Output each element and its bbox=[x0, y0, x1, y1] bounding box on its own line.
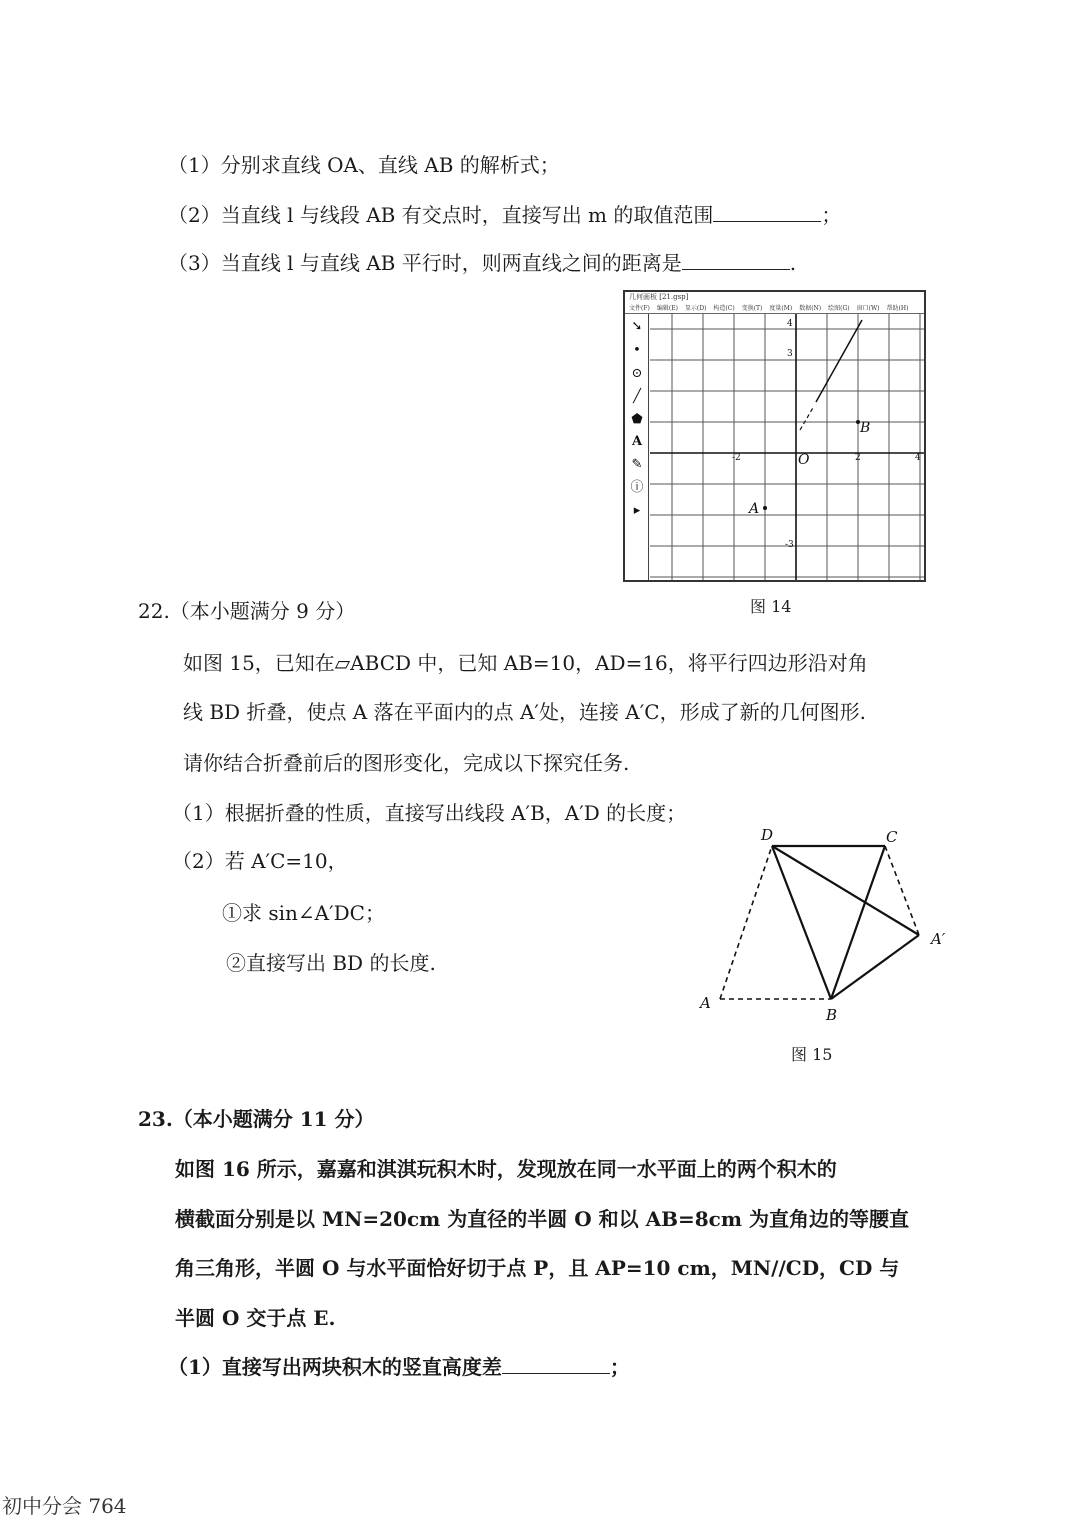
q23-line1: 如图 16 所示，嘉嘉和淇淇玩积木时，发现放在同一水平面上的两个积木的 bbox=[175, 1157, 837, 1181]
label-C: C bbox=[886, 828, 898, 846]
segment-DB bbox=[772, 846, 831, 999]
figure-15-caption: 图 15 bbox=[791, 1045, 833, 1064]
q21-part1-text: 分别求直线 OA、直线 AB 的解析式； bbox=[220, 153, 560, 177]
q21-part1-num: （1） bbox=[168, 153, 221, 177]
q23-part1 bbox=[168, 1354, 630, 1380]
polygon-tool-icon[interactable]: ⬟ bbox=[631, 412, 643, 427]
segment-DA-prime bbox=[772, 846, 919, 935]
point-A-label: A bbox=[749, 501, 760, 517]
point-tool-icon[interactable]: • bbox=[633, 343, 641, 358]
q21-part3-text: 当直线 l 与直线 AB 平行时，则两直线之间的距离是 bbox=[220, 251, 682, 275]
q22-heading: 22.（本小题满分 9 分） bbox=[138, 599, 356, 623]
figure-15-diagram bbox=[695, 822, 955, 1032]
q21-part3 bbox=[168, 250, 796, 276]
q21-part3-num: （3） bbox=[168, 251, 221, 275]
menu-transform[interactable]: 变换(T) bbox=[741, 305, 763, 312]
x-tick-label: 4 bbox=[915, 453, 921, 463]
menu-construct[interactable]: 构造(C) bbox=[713, 305, 735, 312]
custom-tool-icon[interactable]: ▸ bbox=[633, 503, 641, 518]
answer-blank bbox=[502, 1355, 610, 1374]
q22-sub2: ②直接写出 BD 的长度. bbox=[226, 951, 436, 975]
q22-sub1: ①求 sin∠A′DC； bbox=[222, 901, 385, 925]
q23-part1-text: （1）直接写出两块积木的竖直高度差 bbox=[168, 1355, 502, 1379]
q22-line1: 如图 15，已知在▱ABCD 中，已知 AB=10，AD=16，将平行四边形沿对角 bbox=[183, 651, 868, 675]
sketch-toolbar bbox=[625, 314, 649, 580]
answer-blank bbox=[713, 203, 821, 222]
menu-file[interactable]: 文件(F) bbox=[629, 305, 650, 312]
point-A[interactable] bbox=[763, 506, 767, 510]
label-B: B bbox=[826, 1006, 838, 1024]
menu-measure[interactable]: 度量(M) bbox=[769, 305, 793, 312]
sketch-menubar bbox=[625, 303, 924, 314]
segment-BA-prime bbox=[831, 935, 919, 999]
q23-heading: 23.（本小题满分 11 分） bbox=[138, 1107, 375, 1131]
q21-part2-tail: ； bbox=[821, 203, 842, 227]
menu-window[interactable]: 窗口(W) bbox=[856, 305, 880, 312]
page-footer: 初中分会 764 bbox=[2, 1494, 127, 1518]
q23-part1-tail: ； bbox=[609, 1355, 630, 1379]
figure-14-sketch-window bbox=[623, 290, 926, 582]
point-B[interactable] bbox=[856, 420, 860, 424]
arrow-tool-icon[interactable]: ➘ bbox=[631, 319, 643, 334]
pen-tool-icon[interactable]: ✎ bbox=[631, 457, 643, 472]
q22-line2: 线 BD 折叠，使点 A 落在平面内的点 A′处，连接 A′C，形成了新的几何图形. bbox=[183, 700, 866, 724]
menu-display[interactable]: 显示(D) bbox=[684, 305, 707, 312]
y-tick-label: -3 bbox=[785, 540, 794, 550]
figure-14-caption: 图 14 bbox=[750, 597, 792, 616]
sketch-title: 几何画板 [21.gsp] bbox=[629, 293, 689, 301]
x-tick-label: -2 bbox=[732, 453, 741, 463]
q22-part2: （2）若 A′C=10， bbox=[172, 849, 348, 873]
menu-edit[interactable]: 编辑(E) bbox=[656, 305, 678, 312]
line-l bbox=[816, 320, 862, 402]
label-A-prime: A′ bbox=[931, 930, 946, 948]
sketch-canvas[interactable] bbox=[650, 314, 924, 580]
origin-label: O bbox=[798, 452, 810, 468]
point-B-label: B bbox=[860, 420, 871, 436]
q21-part1 bbox=[168, 152, 560, 178]
q21-part2-num: （2） bbox=[168, 203, 221, 227]
label-D: D bbox=[761, 826, 774, 844]
compass-tool-icon[interactable]: ⊙ bbox=[631, 366, 643, 381]
q23-line3: 角三角形，半圆 O 与水平面恰好切于点 P，且 AP=10 cm，MN//CD，CD 与 bbox=[175, 1256, 900, 1280]
line-l-dashed bbox=[800, 406, 814, 430]
y-tick-label: 3 bbox=[787, 349, 793, 359]
answer-blank bbox=[682, 251, 790, 270]
q21-part2-text: 当直线 l 与线段 AB 有交点时，直接写出 m 的取值范围 bbox=[220, 203, 714, 227]
segment-CB bbox=[831, 846, 885, 999]
menu-graph[interactable]: 绘图(G) bbox=[828, 305, 850, 312]
menu-help[interactable]: 帮助(H) bbox=[886, 305, 909, 312]
y-tick-label: 4 bbox=[787, 319, 793, 329]
q22-part1: （1）根据折叠的性质，直接写出线段 A′B，A′D 的长度； bbox=[172, 801, 687, 825]
menu-data[interactable]: 数据(N) bbox=[799, 305, 822, 312]
label-A: A bbox=[700, 994, 711, 1012]
q22-line3: 请你结合折叠前后的图形变化，完成以下探究任务. bbox=[183, 751, 630, 775]
line-tool-icon[interactable]: ╱ bbox=[633, 389, 641, 404]
q21-part3-tail: . bbox=[789, 251, 797, 275]
info-tool-icon[interactable]: ⓘ bbox=[630, 480, 644, 495]
segment-CA-prime bbox=[885, 846, 919, 935]
q23-line4: 半圆 O 交于点 E. bbox=[175, 1306, 336, 1330]
q21-part2 bbox=[168, 202, 841, 228]
segment-AD bbox=[720, 846, 772, 999]
text-tool-icon[interactable]: A bbox=[631, 434, 643, 449]
q23-line2: 横截面分别是以 MN=20cm 为直径的半圆 O 和以 AB=8cm 为直角边的等腰直 bbox=[175, 1207, 909, 1231]
x-tick-label: 2 bbox=[855, 453, 861, 463]
